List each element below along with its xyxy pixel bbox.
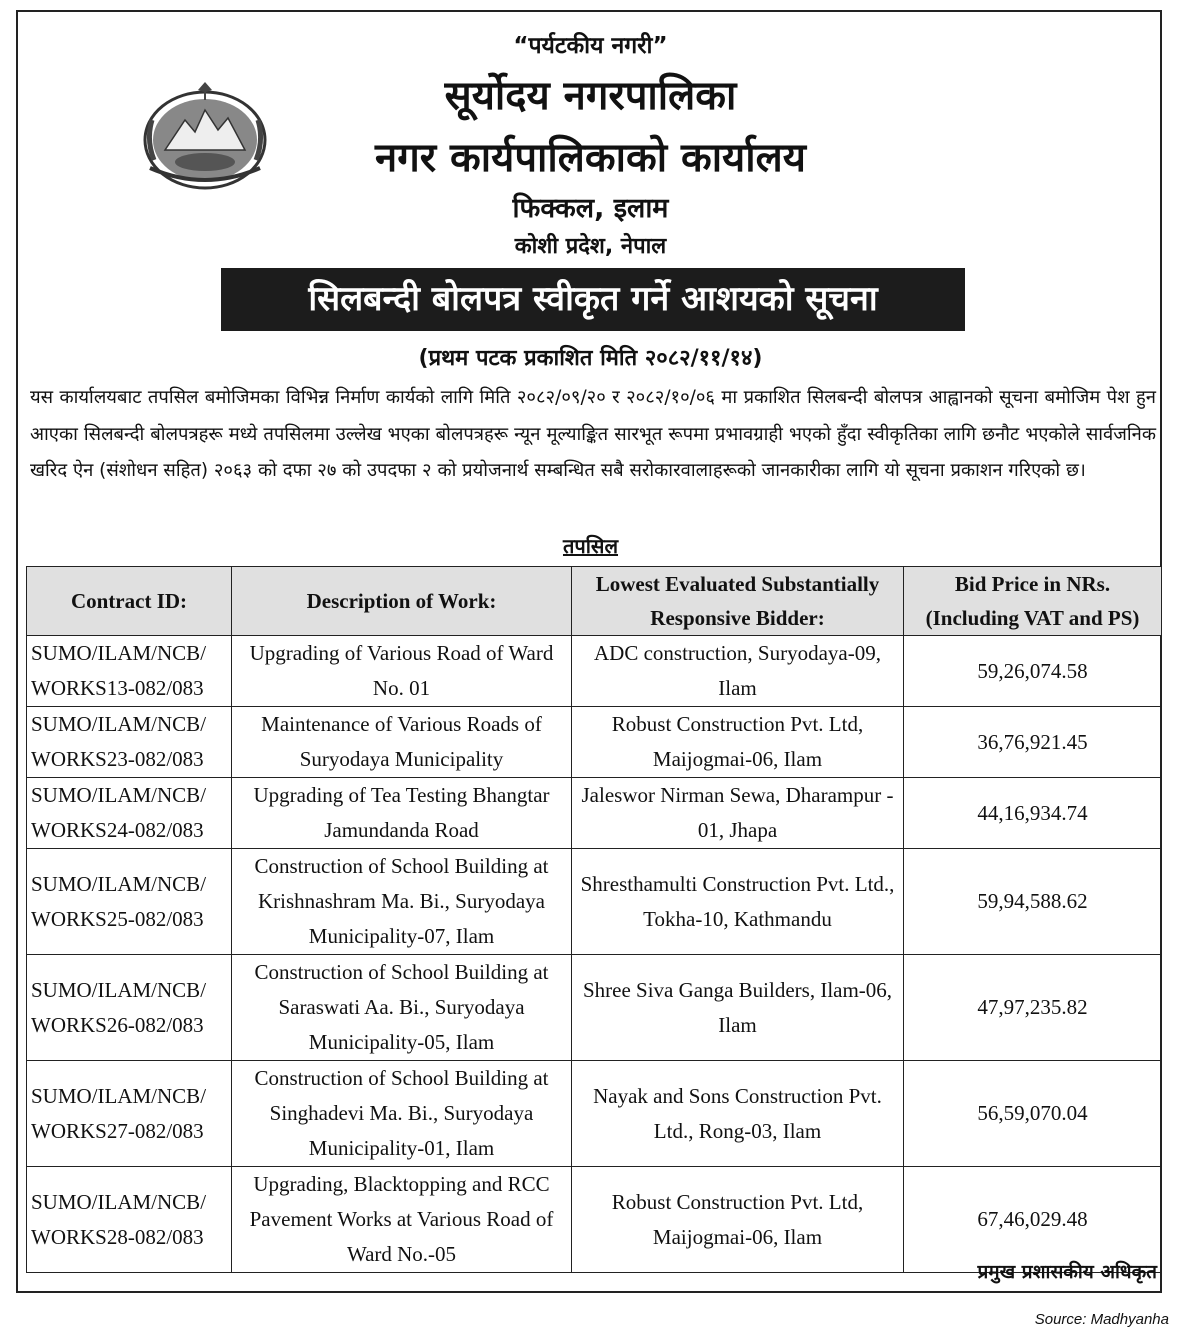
slogan: “पर्यटकीय नगरी” [513, 33, 668, 59]
table-row [27, 707, 1162, 778]
description-cell: Construction of School Building at Krishnashram Ma. Bi., Suryodaya Municipality-07, Ilam [232, 849, 572, 955]
table-row [27, 1061, 1162, 1167]
contract-id-cell: SUMO/ILAM/NCB/ WORKS26-082/083 [27, 955, 232, 1061]
table-header-row [27, 567, 1162, 636]
table-row [27, 1167, 1162, 1273]
signatory: प्रमुख प्रशासकीय अधिकृत [977, 1261, 1157, 1283]
price-cell: 44,16,934.74 [904, 778, 1162, 849]
published-date: (प्रथम पटक प्रकाशित मिति २०८२/११/१४) [418, 346, 763, 371]
contract-id-cell: SUMO/ILAM/NCB/ WORKS24-082/083 [27, 778, 232, 849]
contract-id-cell: SUMO/ILAM/NCB/ WORKS23-082/083 [27, 707, 232, 778]
notice-body: यस कार्यालयबाट तपसिल बमोजिमका विभिन्न निर्माण कार्यको लागि मिति २०८२/०९/२० र २०८२/१०/०६ मा प्रकाशित सिलबन्दी बोलपत्र आह्वानको सूचना बमोजिम पेश हुन आएका सिलबन्दी बोलपत्रहरू मध्ये तपसिलमा उल्लेख भएका बोलपत्रहरू न्यून मूल्याङ्कित सारभूत रूपमा प्रभावग्राही भएको हुँदा स्वीकृतिका लागि छनौट भएकोले सार्वजनिक खरिद ऐन (संशोधन सहित) २०६३ को दफा २७ को उपदफा २ को प्रयोजनार्थ सम्बन्धित सबै सरोकारवालाहरूको जानकारीका लागि यो सूचना प्रकाशन गरिएको छ। [30, 387, 1156, 481]
bidder-cell: Robust Construction Pvt. Ltd, Maijogmai-06, Ilam [572, 707, 904, 778]
contract-id-cell: SUMO/ILAM/NCB/ WORKS28-082/083 [27, 1167, 232, 1273]
bidder-cell: Shresthamulti Construction Pvt. Ltd., Tokha-10, Kathmandu [572, 849, 904, 955]
price-cell: 59,26,074.58 [904, 636, 1162, 707]
bidder-cell: Jaleswor Nirman Sewa, Dharampur - 01, Jhapa [572, 778, 904, 849]
description-cell: Upgrading of Various Road of Ward No. 01 [232, 636, 572, 707]
bidder-cell: ADC construction, Suryodaya-09, Ilam [572, 636, 904, 707]
table-row [27, 955, 1162, 1061]
price-cell: 59,94,588.62 [904, 849, 1162, 955]
source-credit: Source: Madhyanha [1034, 1311, 1169, 1328]
price-cell: 36,76,921.45 [904, 707, 1162, 778]
schedule-heading [0, 532, 1181, 559]
table-row [27, 778, 1162, 849]
description-cell: Upgrading of Tea Testing Bhangtar Jamundanda Road [232, 778, 572, 849]
schedule-heading-text: तपसिल [562, 534, 619, 558]
price-cell: 47,97,235.82 [904, 955, 1162, 1061]
table-row [27, 849, 1162, 955]
description-cell: Maintenance of Various Roads of Suryodaya Municipality [232, 707, 572, 778]
description-cell: Upgrading, Blacktopping and RCC Pavement Works at Various Road of Ward No.-05 [232, 1167, 572, 1273]
notice-title: सिलबन्दी बोलपत्र स्वीकृत गर्ने आशयको सूचना [221, 268, 965, 331]
description-cell: Construction of School Building at Singhadevi Ma. Bi., Suryodaya Municipality-01, Ilam [232, 1061, 572, 1167]
contract-id-cell: SUMO/ILAM/NCB/ WORKS13-082/083 [27, 636, 232, 707]
header-price: Bid Price in NRs. (Including VAT and PS) [904, 567, 1162, 636]
description-cell: Construction of School Building at Saraswati Aa. Bi., Suryodaya Municipality-05, Ilam [232, 955, 572, 1061]
price-cell: 56,59,070.04 [904, 1061, 1162, 1167]
office-name: नगर कार्यपालिकाको कार्यालय [375, 135, 806, 181]
contract-id-cell: SUMO/ILAM/NCB/ WORKS27-082/083 [27, 1061, 232, 1167]
price-cell: 67,46,029.48 [904, 1167, 1162, 1273]
bidder-cell: Shree Siva Ganga Builders, Ilam-06, Ilam [572, 955, 904, 1061]
address-line-2: कोशी प्रदेश, नेपाल [514, 234, 667, 259]
bid-table [26, 566, 1162, 1273]
org-name: सूर्योदय नगरपालिका [444, 73, 737, 119]
address-line-1: फिक्कल, इलाम [512, 193, 669, 224]
header-contract-id: Contract ID: [27, 567, 232, 636]
header-bidder: Lowest Evaluated Substantially Responsive Bidder: [572, 567, 904, 636]
bidder-cell: Robust Construction Pvt. Ltd, Maijogmai-06, Ilam [572, 1167, 904, 1273]
contract-id-cell: SUMO/ILAM/NCB/ WORKS25-082/083 [27, 849, 232, 955]
bidder-cell: Nayak and Sons Construction Pvt. Ltd., Rong-03, Ilam [572, 1061, 904, 1167]
table-row [27, 636, 1162, 707]
header-description: Description of Work: [232, 567, 572, 636]
